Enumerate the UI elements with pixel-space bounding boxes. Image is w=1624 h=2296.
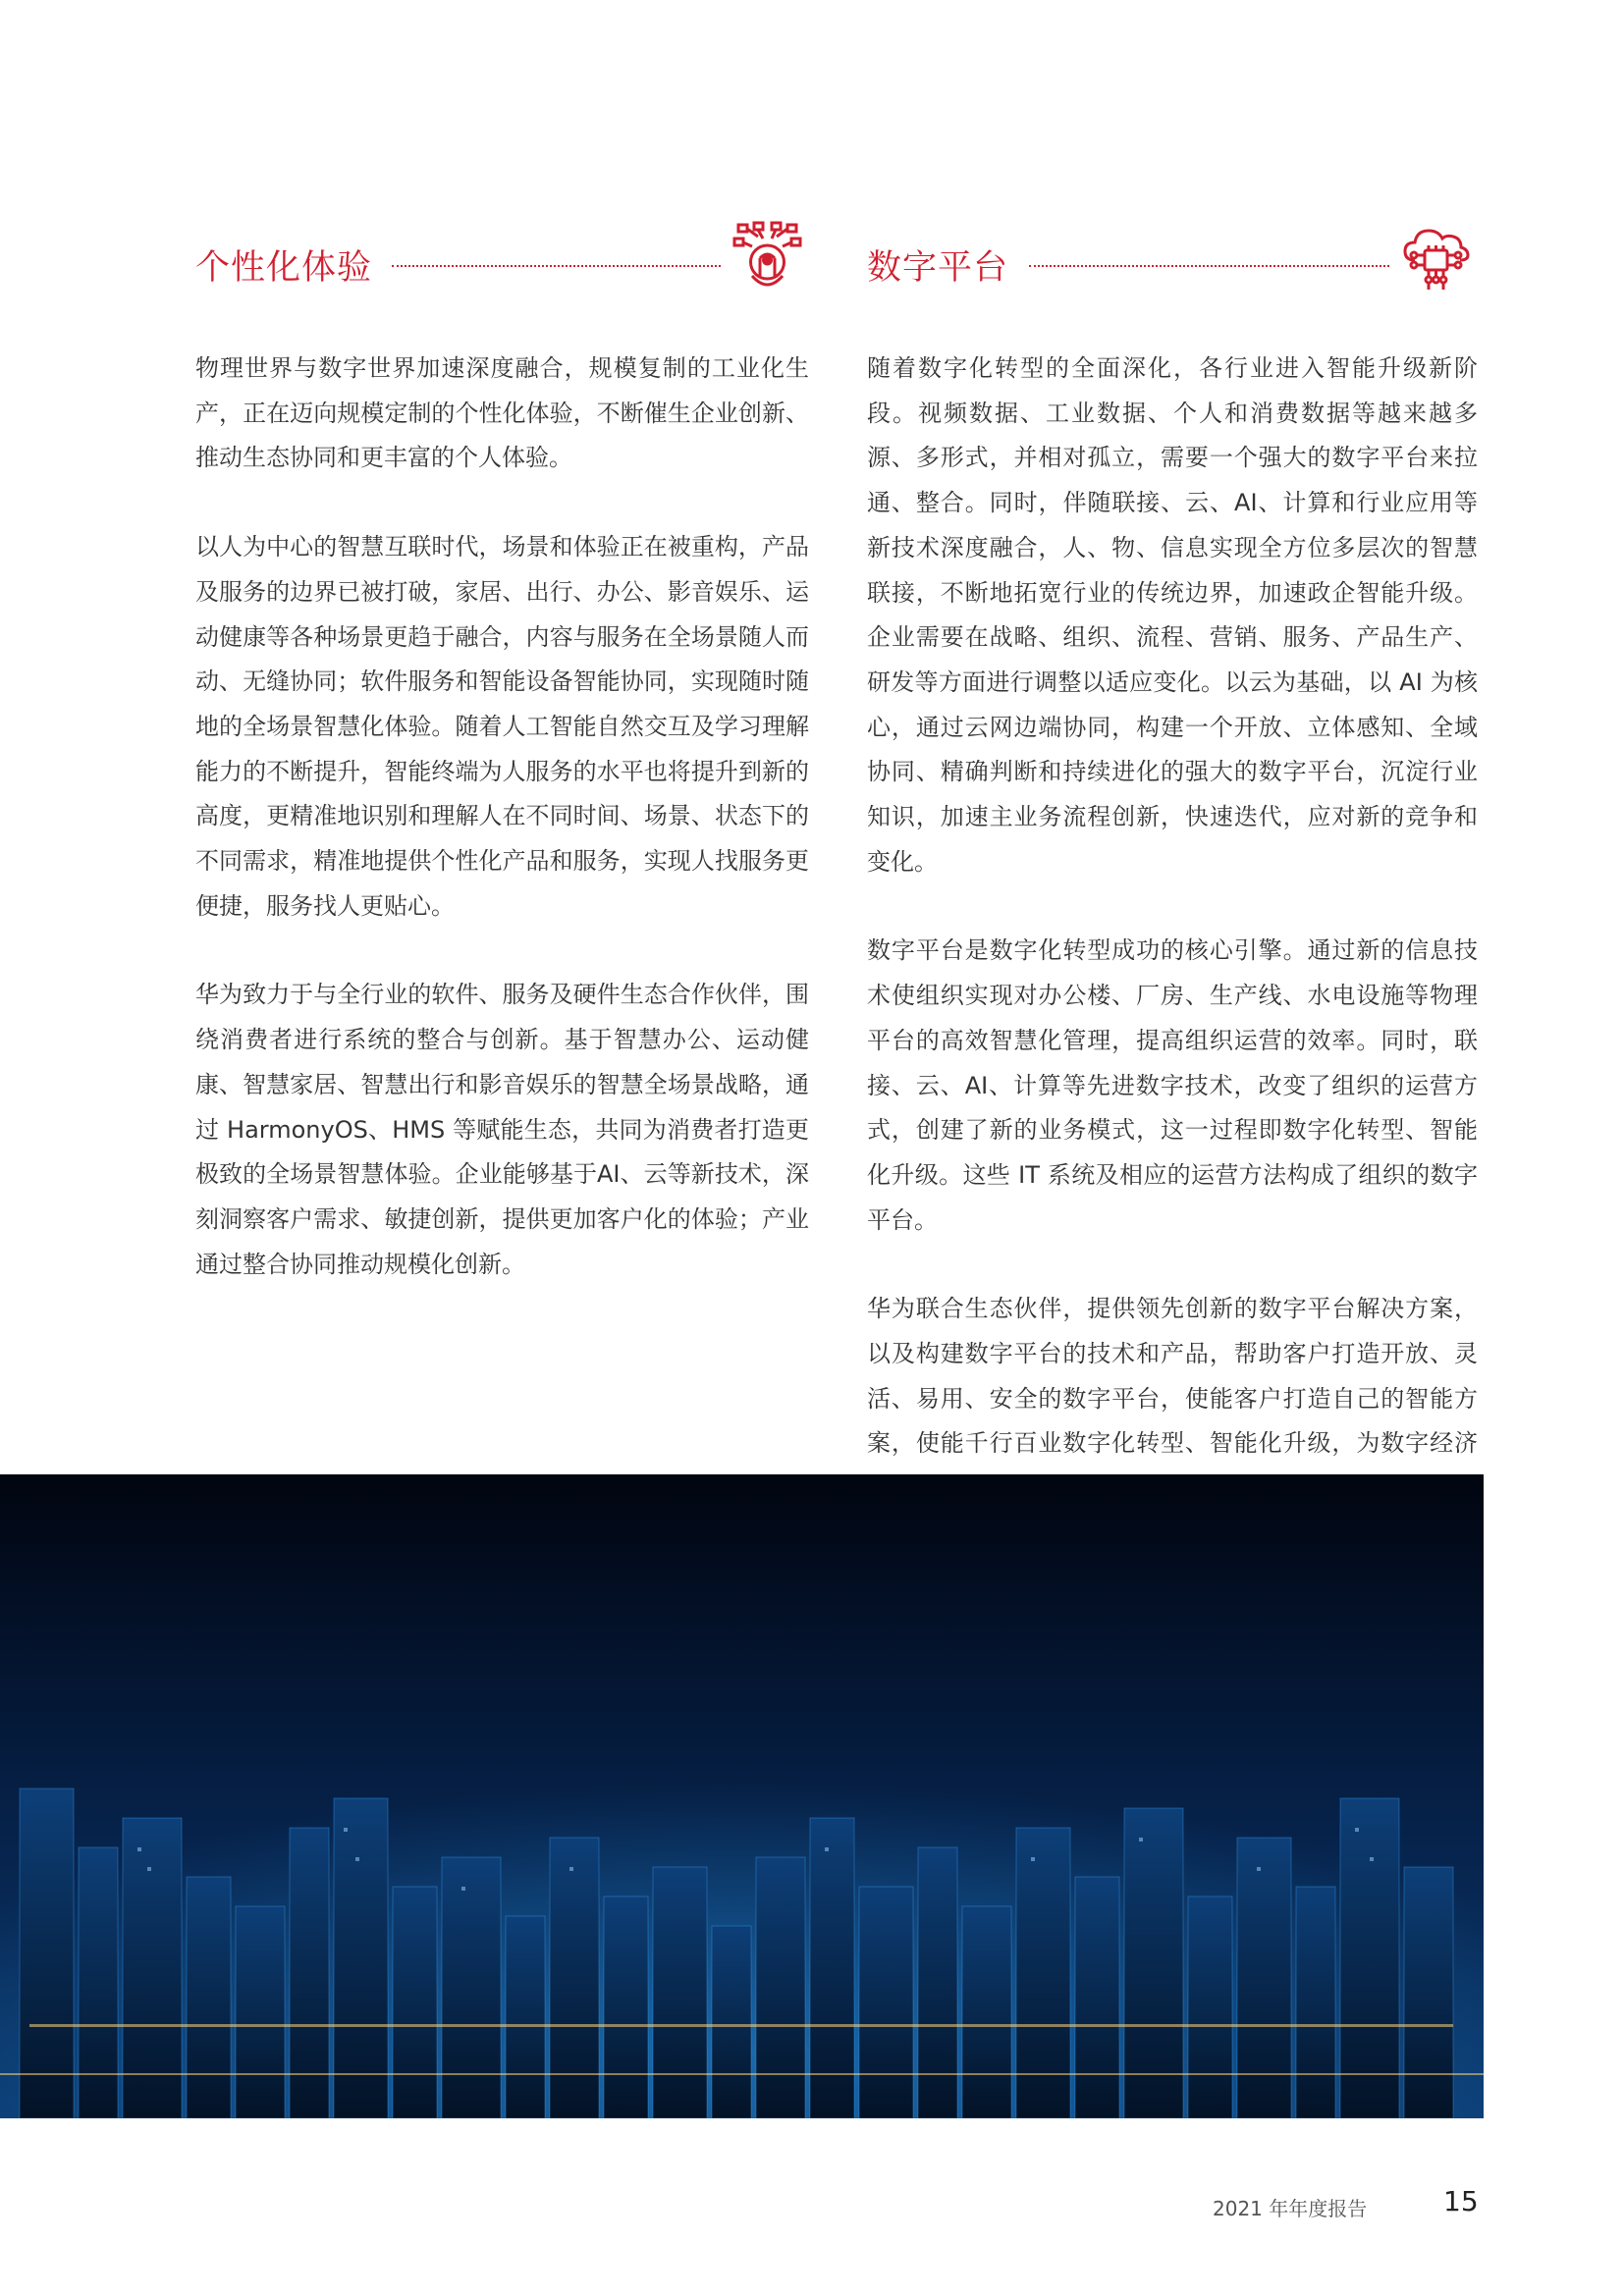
paragraph: 物理世界与数字世界加速深度融合，规模复制的工业化生产，正在迈向规模定制的个性化体验，不断催生企业创新、推动生态协同和更丰富的个人体验。 bbox=[195, 354, 809, 472]
left-column bbox=[195, 221, 809, 1287]
right-column bbox=[867, 221, 1478, 1512]
paragraph: 随着数字化转型的全面深化，各行业进入智能升级新阶段。视频数据、工业数据、个人和消费数据等越来越多源、多形式，并相对孤立，需要一个强大的数字平台来拉通、整合。同时，伴随联接、云、AI、计算和行业应用等新技术深度融合，人、物、信息实现全方位多层次的智慧联接，不断地拓宽行业的传统边界，加速政企智能升级。企业需要在战略、组织、流程、营销、服务、产品生产、研发等方面进行调整以适应变化。以云为基础，以 AI 为核心，通过云网边端协同，构建一个开放、立体感知、全域协同、精确判断和持续进化的强大的数字平台，沉淀行业知识，加速主业务流程创新，快速迭代，应对新的竞争和变化。 bbox=[867, 354, 1478, 876]
paragraph: 华为致力于与全行业的软件、服务及硬件生态合作伙伴，围绕消费者进行系统的整合与创新。基于智慧办公、运动健康、智慧家居、智慧出行和影音娱乐的智慧全场景战略，通过 HarmonyOS、HMS 等赋能生态，共同为消费者打造更极致的全场景智慧体验。企业能够基于AI、云等新技术，深刻洞察客户需求、敏捷创新，提供更加客户化的体验；产业通过整合协同推动规模化创新。 bbox=[195, 981, 809, 1278]
dotted-divider bbox=[1029, 265, 1389, 267]
section-header-digital-platform bbox=[867, 221, 1478, 309]
city-night-skyline-image bbox=[0, 1474, 1484, 2118]
footer-report-label: 2021 年年度报告 bbox=[1213, 2197, 1368, 2220]
skyline-illustration bbox=[0, 1474, 1484, 2118]
circuit-node-icon bbox=[731, 221, 804, 294]
cloud-circuit-icon bbox=[1399, 221, 1473, 294]
section-title: 个性化体验 bbox=[195, 248, 373, 288]
page-number: 15 bbox=[1443, 2185, 1479, 2217]
dotted-divider bbox=[392, 265, 721, 267]
section-header-personalized-experience bbox=[195, 221, 809, 309]
paragraph: 以人为中心的智慧互联时代，场景和体验正在被重构，产品及服务的边界已被打破，家居、出行、办公、影音娱乐、运动健康等各种场景更趋于融合，内容与服务在全场景随人而动、无缝协同；软件服务和智能设备智能协同，实现随时随地的全场景智慧化体验。随着人工智能自然交互及学习理解能力的不断提升，智能终端为人服务的水平也将提升到新的高度，更精准地识别和理解人在不同时间、场景、状态下的不同需求，精准地提供个性化产品和服务，实现人找服务更便捷，服务找人更贴心。 bbox=[195, 533, 809, 920]
paragraph: 数字平台是数字化转型成功的核心引擎。通过新的信息技术使组织实现对办公楼、厂房、生产线、水电设施等物理平台的高效智慧化管理，提高组织运营的效率。同时，联接、云、AI、计算等先进数字技术，改变了组织的运营方式，创建了新的业务模式，这一过程即数字化转型、智能化升级。这些 IT 系统及相应的运营方法构成了组织的数字平台。 bbox=[867, 936, 1478, 1234]
paragraph: 华为联合生态伙伴，提供领先创新的数字平台解决方案，以及构建数字平台的技术和产品，帮助客户打造开放、灵活、易用、安全的数字平台，使能客户打造自己的智能方案，使能千行百业数字化转型、智能化升级，为数字经济 bbox=[867, 1295, 1478, 1458]
section-title: 数字平台 bbox=[867, 248, 1009, 288]
